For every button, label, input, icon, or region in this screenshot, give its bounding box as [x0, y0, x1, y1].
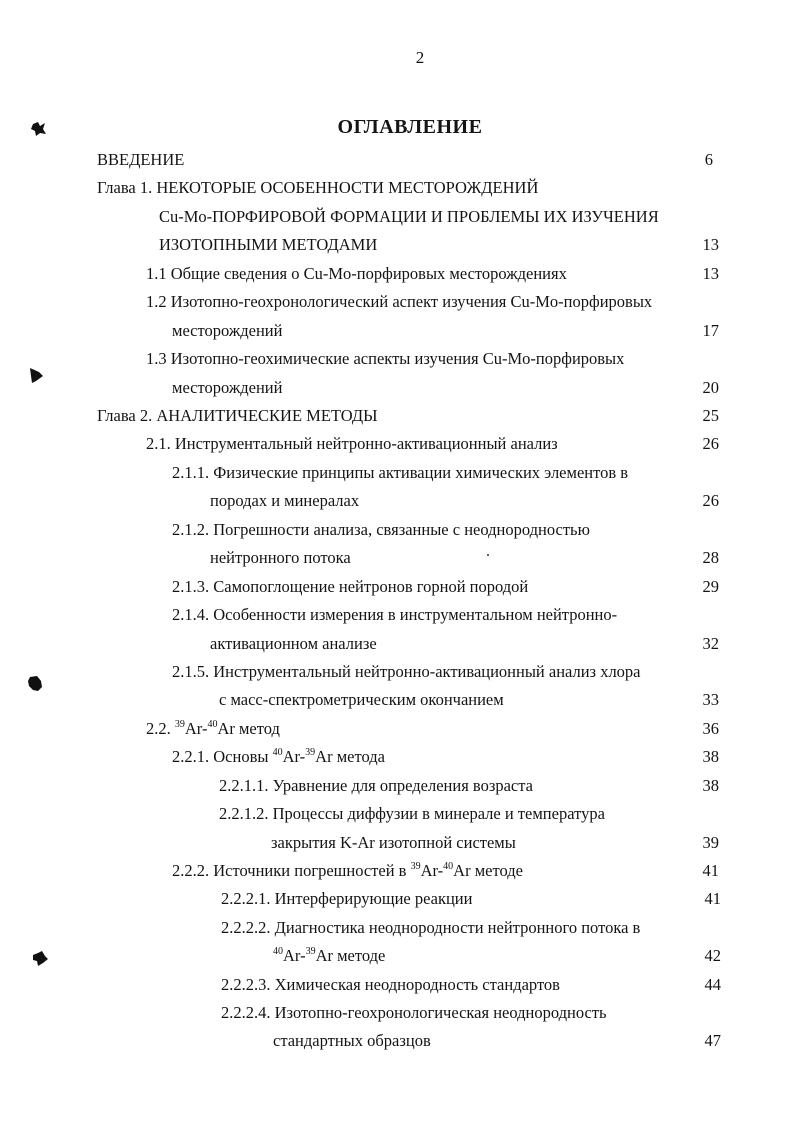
toc-page: 29 [702, 577, 719, 596]
scan-blot-icon [26, 674, 44, 694]
toc-entry: 2.1.2. Погрешности анализа, связанные с неоднородностью [172, 520, 590, 539]
toc-page: 13 [702, 235, 719, 254]
toc-page: 39 [702, 833, 719, 852]
toc-entry: породах и минералах [210, 491, 360, 510]
toc-page: 38 [702, 776, 719, 795]
toc-entry: 2.2.1.1. Уравнение для определения возраста [219, 776, 533, 795]
scan-blot-icon [31, 950, 49, 968]
toc-title: ОГЛАВЛЕНИЕ [337, 116, 483, 138]
scan-blot-icon [27, 366, 45, 384]
toc-entry: закрытия K-Ar изотопной системы [271, 833, 516, 852]
toc-page: 26 [702, 491, 719, 510]
toc-page: 20 [702, 378, 719, 397]
toc-entry: нейтронного потока [210, 548, 351, 567]
toc-entry: 2.1.1. Физические принципы активации химических элементов в [172, 463, 629, 482]
toc-entry: 2.2.1. Основы $^{40}$Ar-$^{39}$Ar метода [172, 747, 385, 766]
toc-page: 6 [704, 150, 713, 169]
toc-entry: 2.2.2.2. Диагностика неоднородности нейтронного потока в [221, 918, 641, 937]
toc-entry: 2.2.1.2. Процессы диффузии в минерале и температура [219, 804, 605, 823]
toc-page: 26 [702, 434, 719, 453]
toc-entry: 2.1.4. Особенности измерения в инструментальном нейтронно- [172, 605, 618, 624]
toc-entry: 2.2. $^{39}$Ar-$^{40}$Ar метод [146, 719, 280, 738]
toc-entry: ВВЕДЕНИЕ [97, 150, 185, 169]
toc-entry: 1.1 Общие сведения о Cu-Mo-порфировых месторождениях [146, 264, 567, 283]
toc-entry: Глава 2. АНАЛИТИЧЕСКИЕ МЕТОДЫ [97, 406, 378, 425]
toc-page: 44 [704, 975, 721, 994]
toc-entry: 2.2.2.3. Химическая неоднородность стандартов [221, 975, 560, 994]
toc-entry: месторождений [172, 378, 283, 397]
toc-entry: 2.2.2. Источники погрешностей в $^{39}$Ar-$^{40}$Ar методе [172, 861, 523, 880]
toc-page: 36 [702, 719, 719, 738]
toc-page: 25 [702, 406, 719, 425]
toc-entry: 1.3 Изотопно-геохимические аспекты изучения Cu-Mo-порфировых [146, 349, 625, 368]
toc-entry: ИЗОТОПНЫМИ МЕТОДАМИ [159, 235, 378, 254]
toc-entry: 2.1.5. Инструментальный нейтронно-активационный анализ хлора [172, 662, 641, 681]
page-number: 2 [415, 48, 425, 67]
toc-entry: стандартных образцов [273, 1031, 431, 1050]
toc-page: 13 [702, 264, 719, 283]
toc-entry: Cu-Mo-ПОРФИРОВОЙ ФОРМАЦИИ И ПРОБЛЕМЫ ИХ ИЗУЧЕНИЯ [159, 207, 659, 226]
toc-page: 38 [702, 747, 719, 766]
toc-entry: 2.1. Инструментальный нейтронно-активационный анализ [146, 434, 558, 453]
toc-entry: 1.2 Изотопно-геохронологический аспект изучения Cu-Mo-порфировых [146, 292, 653, 311]
toc-entry: 2.2.2.4. Изотопно-геохронологическая неоднородность [221, 1003, 607, 1022]
toc-entry: с масс-спектрометрическим окончанием [219, 690, 504, 709]
toc-entry: активационном анализе [210, 634, 377, 653]
toc-entry: месторождений [172, 321, 283, 340]
toc-entry: $^{40}$Ar-$^{39}$Ar методе [273, 946, 386, 965]
toc-page: 42 [704, 946, 721, 965]
toc-page: 28 [702, 548, 719, 567]
toc-page: 47 [704, 1031, 721, 1050]
toc-entry: 2.1.3. Самопоглощение нейтронов горной породой [172, 577, 529, 596]
scan-dot-icon [486, 553, 490, 557]
toc-page: 41 [704, 889, 721, 908]
scan-blot-icon [30, 120, 48, 138]
toc-page: 33 [702, 690, 719, 709]
toc-entry: Глава 1. НЕКОТОРЫЕ ОСОБЕННОСТИ МЕСТОРОЖДЕНИЙ [97, 178, 539, 197]
toc-page: 17 [702, 321, 719, 340]
toc-page: 41 [702, 861, 719, 880]
toc-page: 32 [702, 634, 719, 653]
toc-entry: 2.2.2.1. Интерферирующие реакции [221, 889, 473, 908]
